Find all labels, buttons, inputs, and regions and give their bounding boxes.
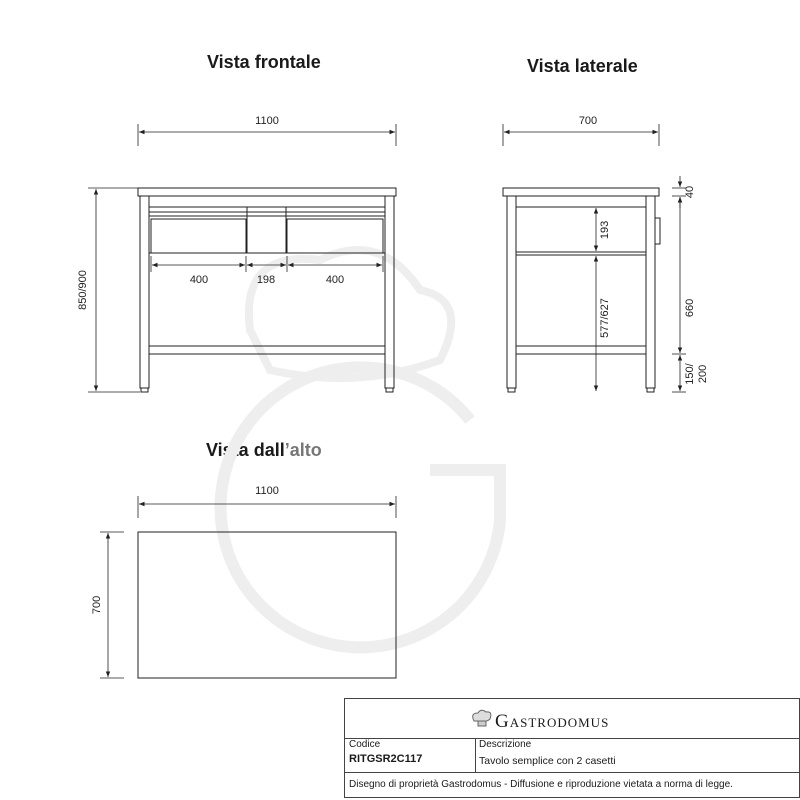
top-depth-label: 700: [91, 595, 103, 615]
side-outer-dimensions: [672, 176, 686, 392]
top-view-title-main: Vista dall: [206, 440, 285, 460]
front-view-title: Vista frontale: [207, 52, 321, 72]
front-width-dimension: [138, 124, 396, 146]
top-view-title-suffix: ’alto: [284, 440, 322, 460]
front-width-label: 1100: [255, 115, 279, 127]
chef-hat-icon: [469, 707, 495, 729]
drawer-height-label: 193: [599, 220, 611, 240]
title-block-footer-divider: [345, 772, 799, 773]
drawer-right-width-label: 400: [325, 274, 345, 286]
front-height-label: 850/900: [77, 270, 89, 310]
top-depth-dimension: [100, 532, 124, 678]
side-view-drawing: [503, 188, 660, 392]
center-gap-width-label: 198: [256, 274, 276, 286]
title-block-divider: [475, 738, 476, 772]
brand-name: Gastrodomus: [495, 711, 610, 732]
top-width-label: 1100: [255, 485, 279, 497]
side-view-title: Vista laterale: [527, 56, 638, 76]
foot-height-label-2: 200: [697, 364, 709, 384]
code-label: Codice: [349, 739, 381, 750]
top-thickness-label: 40: [684, 185, 696, 199]
mid-height-label: 660: [684, 298, 696, 318]
code-value: RITGSR2C117: [349, 753, 423, 765]
description-label: Descrizione: [479, 739, 532, 750]
foot-height-label-1: 150/: [684, 363, 696, 385]
top-width-dimension: [138, 496, 396, 518]
lower-height-label: 577/627: [599, 298, 611, 338]
side-depth-dimension: [503, 124, 659, 146]
drawer-left-width-label: 400: [189, 274, 209, 286]
description-value: Tavolo semplice con 2 casetti: [479, 755, 616, 767]
title-block-logo-row: [345, 699, 799, 739]
title-block: [344, 698, 800, 798]
front-height-dimension: [88, 188, 140, 392]
watermark-logo: [221, 250, 500, 647]
side-depth-label: 700: [578, 115, 598, 127]
ownership-notice: Disegno di proprietà Gastrodomus - Diffusione e riproduzione vietata a norma di legge.: [349, 779, 733, 790]
